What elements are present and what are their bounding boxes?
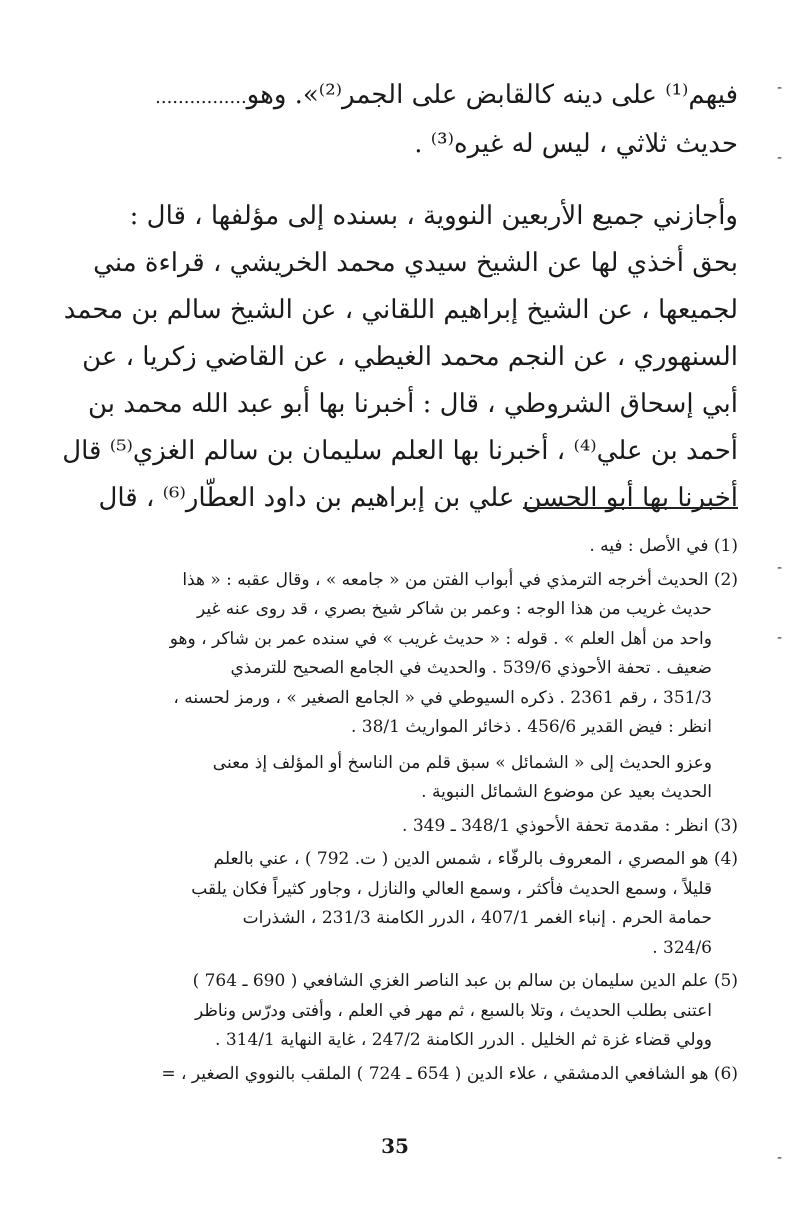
footnote-4 <box>148 845 738 963</box>
footnote-6 <box>148 1060 738 1090</box>
text-line: أبي إسحاق الشروطي ، قال : أخبرنا بها أبو عبد الله محمد بن <box>88 389 738 419</box>
hadith-continuation: فيهم⁽¹⁾ على دينه كالقابض على الجمر⁽²⁾». وهو <box>246 80 738 110</box>
main-text-opening <box>148 72 738 168</box>
footnote-line: وعزو الحديث إلى « الشمائل » سبق قلم من الناسخ أو المؤلف إذ معنى <box>212 752 712 773</box>
footnote-line: (3) انظر : مقدمة تحفة الأحوذي 348/1 ـ 349 . <box>402 815 738 836</box>
footnote-divider <box>523 507 738 509</box>
leading-dots: ................ <box>155 87 247 108</box>
text-line: أحمد بن علي⁽⁴⁾ ، أخبرنا بها العلم سليمان بن سالم الغزي⁽⁵⁾ قال <box>62 436 738 466</box>
footnote-line: واحد من أهل العلم » . قوله : « حديث غريب » في سنده عمر بن شاكر ، وهو <box>169 628 712 649</box>
footnote-line: 324/6 . <box>652 937 712 958</box>
margin-mark: - <box>776 1150 782 1166</box>
footnote-3 <box>148 812 738 842</box>
footnote-line: (2) الحديث أخرجه الترمذي في أبواب الفتن من « جامعه » ، وقال عقبه : « هذا <box>182 569 738 590</box>
text-line <box>148 72 738 121</box>
footnotes <box>148 532 738 1093</box>
text-line: بحق أخذي لها عن الشيخ سيدي محمد الخريشي ، قراءة مني <box>93 248 738 278</box>
text-line: حديث ثلاثي ، ليس له غيره⁽³⁾ . <box>414 129 738 159</box>
footnote-2 <box>148 566 738 808</box>
margin-mark: - <box>776 560 782 576</box>
footnote-line: ضعيف . تحفة الأحوذي 539/6 . والحديث في الجامع الصحيح للترمذي <box>230 658 712 678</box>
margin-mark: - <box>776 630 782 646</box>
footnote-line: (4) هو المصري ، المعروف بالرفّاء ، شمس الدين ( ت. 792 ) ، عني بالعلم <box>213 849 738 869</box>
footnote-line: حديث غريب من هذا الوجه : وعمر بن شاكر شيخ بصري ، قد روى عنه غير <box>197 599 712 619</box>
page-number: 35 <box>381 1134 409 1158</box>
text-line: أخبرنا بها أبو الحسن علي بن إبراهيم بن داود العطّار⁽⁶⁾ ، قال <box>98 483 738 513</box>
text-line: وأجازني جميع الأربعين النووية ، بسنده إلى مؤلفها ، قال : <box>129 201 738 231</box>
footnote-line: (6) هو الشافعي الدمشقي ، علاء الدين ( 654 ـ 724 ) الملقب بالنووي الصغير ، = <box>161 1063 738 1084</box>
margin-mark: - <box>776 80 782 96</box>
footnote-5 <box>148 967 738 1056</box>
footnote-line: وولي قضاء غزة ثم الخليل . الدرر الكامنة 247/2 ، غاية النهاية 314/1 . <box>215 1030 712 1050</box>
footnote-line: 351/3 ، رقم 2361 . ذكره السيوطي في « الجامع الصغير » ، ورمز لحسنه ، <box>173 687 712 708</box>
footnote-line: انظر : فيض القدير 456/6 . ذخائر المواريث 38/1 . <box>350 717 712 737</box>
footnote-line: حمامة الحرم . إنباء الغمر 407/1 ، الدرر الكامنة 231/3 ، الشذرات <box>242 908 712 928</box>
text-line: السنهوري ، عن النجم محمد الغيطي ، عن القاضي زكريا ، عن <box>82 342 738 372</box>
margin-mark: - <box>776 150 782 166</box>
footnote-line: (1) في الأصل : فيه . <box>589 536 738 556</box>
footnote-line: اعتنى بطلب الحديث ، وتلا بالسبع ، ثم مهر في العلم ، وأفتى ودرّس وناظر <box>195 1000 712 1021</box>
text-line: لجميعها ، عن الشيخ إبراهيم اللقاني ، عن الشيخ سالم بن محمد <box>63 295 738 325</box>
main-text-isnad <box>62 193 738 522</box>
footnote-line: الحديث بعيد عن موضوع الشمائل النبوية . <box>421 782 712 802</box>
footnote-line: (5) علم الدين سليمان بن سالم بن عبد الناصر الغزي الشافعي ( 690 ـ 764 ) <box>192 971 738 991</box>
footnote-line: قليلاً ، وسمع الحديث فأكثر ، وسمع العالي والنازل ، وجاور كثيراً فكان يلقب <box>191 878 712 899</box>
footnote-1 <box>148 532 738 562</box>
